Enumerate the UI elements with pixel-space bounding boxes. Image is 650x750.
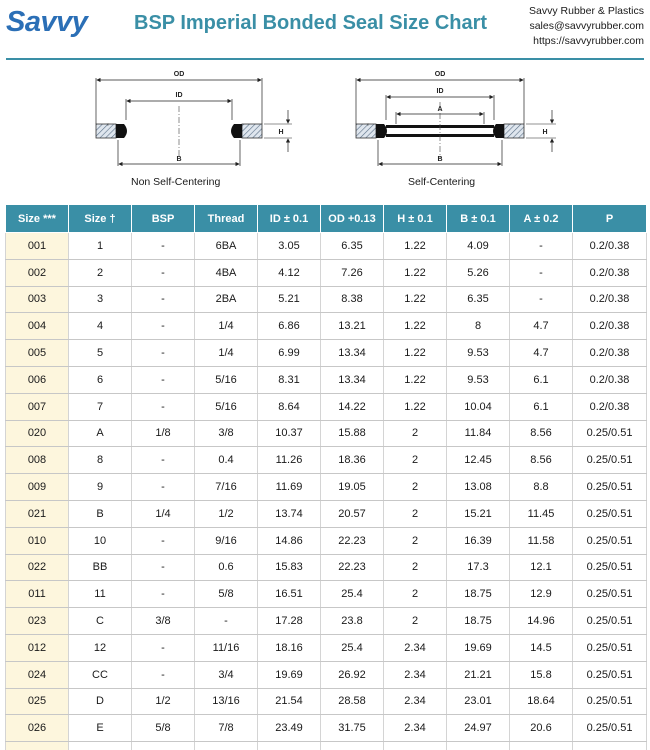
table-cell: E — [69, 715, 132, 742]
table-cell: 24.97 — [447, 715, 510, 742]
table-cell: 5 — [69, 340, 132, 367]
table-cell: 5/8 — [132, 715, 195, 742]
table-row — [6, 366, 647, 393]
table-cell: 0.2/0.38 — [573, 259, 647, 286]
table-cell: - — [132, 313, 195, 340]
table-cell: 010 — [6, 527, 69, 554]
non-self-centering-diagram — [96, 71, 292, 166]
table-cell: 14.86 — [258, 527, 321, 554]
table-cell: - — [132, 661, 195, 688]
table-cell: - — [132, 233, 195, 260]
table-cell: 012 — [6, 634, 69, 661]
table-cell: 15.21 — [447, 500, 510, 527]
table-row — [6, 340, 647, 367]
table-cell: 2 — [384, 474, 447, 501]
table-cell: 005 — [6, 340, 69, 367]
table-cell: 15.83 — [258, 554, 321, 581]
table-cell: 1/4 — [195, 313, 258, 340]
table-cell: 15.88 — [321, 420, 384, 447]
table-cell: 20.57 — [321, 500, 384, 527]
table-cell: 7/8 — [195, 715, 258, 742]
table-cell: 26.92 — [321, 661, 384, 688]
seal-diagram-svg — [0, 62, 650, 198]
table-cell: 2 — [384, 420, 447, 447]
company-name: Savvy Rubber & Plastics — [529, 5, 644, 17]
table-cell: 23.49 — [258, 715, 321, 742]
table-cell: 6.35 — [447, 286, 510, 313]
table-cell: 6.86 — [258, 313, 321, 340]
table-cell: 9.53 — [447, 366, 510, 393]
table-cell: 18.16 — [258, 634, 321, 661]
table-cell — [6, 742, 69, 750]
table-cell — [447, 742, 510, 750]
table-cell: 0.2/0.38 — [573, 233, 647, 260]
table-row — [6, 286, 647, 313]
table-cell: 20.6 — [510, 715, 573, 742]
table-row — [6, 661, 647, 688]
self-centering-caption: Self-Centering — [408, 176, 476, 188]
t-label: T — [106, 122, 110, 127]
page-title: BSP Imperial Bonded Seal Size Chart — [134, 12, 488, 34]
table-cell: 11.26 — [258, 447, 321, 474]
table-cell: 2.34 — [384, 661, 447, 688]
table-cell: 2BA — [195, 286, 258, 313]
table-cell — [321, 742, 384, 750]
table-cell: 0.2/0.38 — [573, 313, 647, 340]
table-row — [6, 447, 647, 474]
table-cell: 5/16 — [195, 366, 258, 393]
table-cell: 21.21 — [447, 661, 510, 688]
b-label: B — [176, 156, 182, 163]
table-cell: 17.3 — [447, 554, 510, 581]
table-row — [6, 634, 647, 661]
b-label-sc: B — [437, 156, 443, 163]
table-cell — [258, 742, 321, 750]
table-cell: 31.75 — [321, 715, 384, 742]
table-cell: 7/16 — [195, 474, 258, 501]
table-cell: 18.64 — [510, 688, 573, 715]
table-cell: 25.4 — [321, 581, 384, 608]
company-website[interactable]: https://savvyrubber.com — [533, 35, 644, 47]
table-cell: 6BA — [195, 233, 258, 260]
table-row — [6, 608, 647, 635]
table-cell: 6.99 — [258, 340, 321, 367]
table-cell: 10 — [69, 527, 132, 554]
column-header: Size *** — [6, 205, 69, 233]
table-cell: 2 — [384, 500, 447, 527]
table-cell: 22.23 — [321, 527, 384, 554]
non-self-centering-caption: Non Self-Centering — [131, 176, 221, 188]
table-row — [6, 500, 647, 527]
table-cell: 011 — [6, 581, 69, 608]
table-cell: 4.7 — [510, 340, 573, 367]
table-cell: 1.22 — [384, 259, 447, 286]
table-cell: 023 — [6, 608, 69, 635]
table-cell: 0.25/0.51 — [573, 447, 647, 474]
table-cell: 003 — [6, 286, 69, 313]
table-cell: 10.04 — [447, 393, 510, 420]
table-cell: 8.56 — [510, 420, 573, 447]
table-cell: 5/8 — [195, 581, 258, 608]
table-cell: 3/4 — [195, 661, 258, 688]
table-cell — [573, 742, 647, 750]
table-cell: 6.1 — [510, 366, 573, 393]
t-label-sc: T — [366, 122, 370, 127]
table-cell: 006 — [6, 366, 69, 393]
table-cell: 8.38 — [321, 286, 384, 313]
column-header: A ± 0.2 — [510, 205, 573, 233]
table-cell: 1.22 — [384, 393, 447, 420]
table-cell: 0.2/0.38 — [573, 393, 647, 420]
table-cell: 19.69 — [258, 661, 321, 688]
table-cell: 21.54 — [258, 688, 321, 715]
table-cell: 19.69 — [447, 634, 510, 661]
table-cell: - — [510, 286, 573, 313]
table-cell: 18.75 — [447, 581, 510, 608]
table-cell: 6.1 — [510, 393, 573, 420]
column-header: H ± 0.1 — [384, 205, 447, 233]
table-cell: 0.25/0.51 — [573, 554, 647, 581]
table-cell: 1/2 — [132, 688, 195, 715]
table-cell: 0.25/0.51 — [573, 634, 647, 661]
table-cell: - — [132, 474, 195, 501]
table-cell: - — [132, 634, 195, 661]
table-cell: 0.25/0.51 — [573, 661, 647, 688]
table-row — [6, 554, 647, 581]
id-label: ID — [175, 92, 183, 99]
company-info — [529, 4, 644, 49]
table-cell: 12 — [69, 634, 132, 661]
table-cell: 12.9 — [510, 581, 573, 608]
table-cell: 11.84 — [447, 420, 510, 447]
table-cell: 9.53 — [447, 340, 510, 367]
table-cell: 12.45 — [447, 447, 510, 474]
table-cell: C — [69, 608, 132, 635]
table-body — [6, 233, 647, 750]
size-chart-table — [5, 204, 647, 750]
a-label-sc: A — [437, 106, 443, 113]
table-cell: 8 — [69, 447, 132, 474]
table-cell: - — [132, 340, 195, 367]
table-cell: D — [69, 688, 132, 715]
table-cell: 0.25/0.51 — [573, 500, 647, 527]
table-cell: 0.25/0.51 — [573, 608, 647, 635]
table-cell: 14.22 — [321, 393, 384, 420]
table-cell: 021 — [6, 500, 69, 527]
table-cell: 14.5 — [510, 634, 573, 661]
table-cell: 5.21 — [258, 286, 321, 313]
table-cell: - — [132, 259, 195, 286]
table-row — [6, 259, 647, 286]
table-cell: 8.31 — [258, 366, 321, 393]
table-cell: - — [132, 554, 195, 581]
table-cell: 23.8 — [321, 608, 384, 635]
column-header: Thread — [195, 205, 258, 233]
table-cell: BB — [69, 554, 132, 581]
table-cell: 1/8 — [132, 420, 195, 447]
table-cell: 28.58 — [321, 688, 384, 715]
table-cell: 12.1 — [510, 554, 573, 581]
table-cell: 11.45 — [510, 500, 573, 527]
column-header: P — [573, 205, 647, 233]
table-cell: 2.34 — [384, 688, 447, 715]
table-cell: 1/4 — [195, 340, 258, 367]
table-cell: 001 — [6, 233, 69, 260]
od-label: OD — [173, 71, 185, 78]
table-cell: 024 — [6, 661, 69, 688]
table-cell: 0.25/0.51 — [573, 581, 647, 608]
table-cell: 022 — [6, 554, 69, 581]
table-cell: 7 — [69, 393, 132, 420]
table-cell: 0.25/0.51 — [573, 688, 647, 715]
table-cell: 4.12 — [258, 259, 321, 286]
table-cell: 23.01 — [447, 688, 510, 715]
table-row — [6, 233, 647, 260]
table-cell: - — [132, 366, 195, 393]
table-cell: 8.64 — [258, 393, 321, 420]
table-cell: - — [132, 581, 195, 608]
table-cell: 11/16 — [195, 634, 258, 661]
table-cell: 2 — [384, 581, 447, 608]
table-cell: 0.25/0.51 — [573, 474, 647, 501]
table-cell: A — [69, 420, 132, 447]
table-row — [6, 527, 647, 554]
page-header — [0, 0, 650, 58]
h-label: H — [278, 129, 284, 136]
id-label-sc: ID — [436, 88, 444, 95]
table-cell: 3.05 — [258, 233, 321, 260]
table-cell: 1.22 — [384, 233, 447, 260]
table-row — [6, 688, 647, 715]
table-cell: 13.08 — [447, 474, 510, 501]
table-cell — [69, 742, 132, 750]
table-cell: - — [195, 608, 258, 635]
table-cell: 009 — [6, 474, 69, 501]
table-cell: 13.74 — [258, 500, 321, 527]
table-cell: 1.22 — [384, 366, 447, 393]
table-cell: 7.26 — [321, 259, 384, 286]
table-cell: 0.2/0.38 — [573, 286, 647, 313]
table-cell: CC — [69, 661, 132, 688]
table-cell: 1/2 — [195, 500, 258, 527]
table-cell: - — [132, 286, 195, 313]
table-cell: 0.25/0.51 — [573, 420, 647, 447]
od-label-sc: OD — [434, 71, 446, 78]
table-cell: 11 — [69, 581, 132, 608]
table-cell — [384, 742, 447, 750]
table-cell: 8.56 — [510, 447, 573, 474]
table-cell: 3 — [69, 286, 132, 313]
table-cell: 0.25/0.51 — [573, 715, 647, 742]
table-cell: 1 — [69, 233, 132, 260]
table-cell: 2 — [384, 608, 447, 635]
table-cell: 10.37 — [258, 420, 321, 447]
table-cell: - — [132, 447, 195, 474]
table-cell: 4.09 — [447, 233, 510, 260]
table-cell: 3/8 — [195, 420, 258, 447]
table-cell: 13.34 — [321, 366, 384, 393]
header-divider — [6, 58, 644, 60]
savvy-logo: Savvy — [6, 6, 88, 38]
table-cell: 11.69 — [258, 474, 321, 501]
table-row-partial — [6, 742, 647, 750]
table-cell: 13/16 — [195, 688, 258, 715]
table-cell: 3/8 — [132, 608, 195, 635]
table-cell: 007 — [6, 393, 69, 420]
table-cell: 4.7 — [510, 313, 573, 340]
table-cell: - — [132, 393, 195, 420]
table-cell: 16.39 — [447, 527, 510, 554]
table-cell: 17.28 — [258, 608, 321, 635]
table-cell: 0.6 — [195, 554, 258, 581]
table-cell: 18.75 — [447, 608, 510, 635]
column-header: BSP — [132, 205, 195, 233]
table-cell: 2 — [384, 527, 447, 554]
table-cell: 8 — [447, 313, 510, 340]
table-cell — [195, 742, 258, 750]
table-cell: 6 — [69, 366, 132, 393]
table-cell: 14.96 — [510, 608, 573, 635]
table-cell: 5/16 — [195, 393, 258, 420]
table-cell: 9/16 — [195, 527, 258, 554]
table-cell: 020 — [6, 420, 69, 447]
table-cell: 0.2/0.38 — [573, 366, 647, 393]
table-cell: 15.8 — [510, 661, 573, 688]
table-cell — [132, 742, 195, 750]
table-row — [6, 420, 647, 447]
table-cell: 2.34 — [384, 634, 447, 661]
h-label-sc: H — [542, 129, 548, 136]
table-cell: 0.25/0.51 — [573, 527, 647, 554]
seal-diagrams — [0, 62, 650, 198]
table-cell: B — [69, 500, 132, 527]
column-header: ID ± 0.1 — [258, 205, 321, 233]
table-cell: 16.51 — [258, 581, 321, 608]
self-centering-diagram — [356, 71, 556, 166]
table-cell: 4BA — [195, 259, 258, 286]
column-header: B ± 0.1 — [447, 205, 510, 233]
table-cell: 4 — [69, 313, 132, 340]
table-cell: 13.34 — [321, 340, 384, 367]
table-row — [6, 393, 647, 420]
table-cell: - — [132, 527, 195, 554]
table-cell: 6.35 — [321, 233, 384, 260]
table-cell: 11.58 — [510, 527, 573, 554]
table-cell: 18.36 — [321, 447, 384, 474]
table-row — [6, 313, 647, 340]
table-cell: 008 — [6, 447, 69, 474]
table-cell: 2.34 — [384, 715, 447, 742]
table-row — [6, 715, 647, 742]
table-cell: 9 — [69, 474, 132, 501]
table-cell: 8.8 — [510, 474, 573, 501]
table-cell: 5.26 — [447, 259, 510, 286]
table-cell: 25.4 — [321, 634, 384, 661]
table-cell: 1/4 — [132, 500, 195, 527]
table-cell: 1.22 — [384, 286, 447, 313]
table-cell: 1.22 — [384, 340, 447, 367]
table-row — [6, 581, 647, 608]
table-cell: 22.23 — [321, 554, 384, 581]
table-cell: 0.4 — [195, 447, 258, 474]
table-cell: - — [510, 259, 573, 286]
table-cell: - — [510, 233, 573, 260]
table-cell: 002 — [6, 259, 69, 286]
column-header: OD +0.13 — [321, 205, 384, 233]
table-cell — [510, 742, 573, 750]
table-cell: 2 — [69, 259, 132, 286]
table-cell: 2 — [384, 554, 447, 581]
table-cell: 026 — [6, 715, 69, 742]
company-email[interactable]: sales@savvyrubber.com — [529, 20, 644, 32]
column-header: Size † — [69, 205, 132, 233]
table-cell: 13.21 — [321, 313, 384, 340]
table-cell: 025 — [6, 688, 69, 715]
table-cell: 2 — [384, 447, 447, 474]
table-cell: 004 — [6, 313, 69, 340]
table-cell: 1.22 — [384, 313, 447, 340]
table-cell: 0.2/0.38 — [573, 340, 647, 367]
table-header-row — [6, 205, 647, 233]
table-row — [6, 474, 647, 501]
table-cell: 19.05 — [321, 474, 384, 501]
